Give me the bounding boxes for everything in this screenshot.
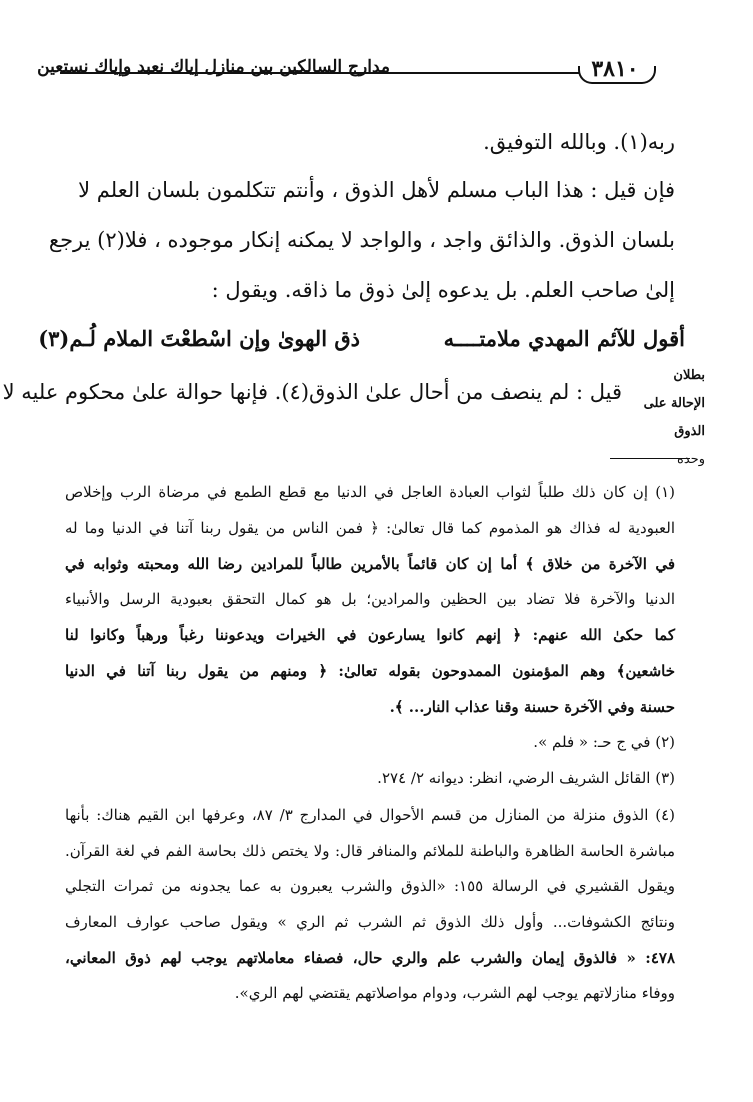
footnote-1-line: كما حكىٰ الله عنهم: ﴿ إنهم كانوا يسارعون في الخيرات ويدعوننا رغباً ورهباً وكانوا لنا: [65, 626, 675, 644]
footnote-3: (٣) القائل الشريف الرضي، انظر: ديوانه ٢/ ٢٧٤.: [377, 769, 675, 787]
footnote-2: (٢) في ج حـ: « فلم ».: [533, 733, 675, 751]
poem-second-hemistich: ذق الهوىٰ وإن اسْطعْتَ الملام لُـم(٣): [38, 326, 360, 351]
body-line: ربه(١). وبالله التوفيق.: [483, 130, 675, 154]
footnote-4-line: ويقول القشيري في الرسالة ١٥٥: «الذوق والشرب يعبرون به عما يجدونه من ثمرات التجلي: [65, 877, 675, 895]
margin-note-line: وحده: [677, 452, 705, 467]
margin-note-line: بطلان: [673, 368, 705, 383]
footnote-1-line: خاشعين﴾ وهم المؤمنون الممدوحون بقوله تعالىٰ: ﴿ ومنهم من يقول ربنا آتنا في الدنيا: [65, 662, 675, 680]
footnote-4-line: ونتائج الكشوفات... وأول ذلك الذوق ثم الشرب ثم الري » ويقول صاحب عوارف المعارف: [65, 913, 675, 931]
footnote-1-line: العبودية له فذاك هو المذموم كما قال تعالىٰ: ﴿ فمن الناس من يقول ربنا آتنا في الدنيا وما له: [65, 519, 675, 537]
body-line: فإن قيل : هذا الباب مسلم لأهل الذوق ، وأنتم تتكلمون بلسان العلم لا: [78, 178, 675, 202]
page-number: ٣٨١٠: [591, 56, 639, 82]
footnote-4-line: مباشرة الحاسة الظاهرة والباطنة للملائم والمنافر قال: ولا يختص ذلك بحاسة الفم في لغة القرآن.: [65, 842, 675, 860]
margin-note-line: الذوق: [674, 424, 705, 439]
footnote-1-line: في الآخرة من خلاق ﴾ أما إن كان قائماً بالأمرين طالباً للمرادين رضا الله ومحبته وثوابه في: [65, 555, 675, 573]
body-line: بلسان الذوق. والذائق واجد ، والواجد لا يمكنه إنكار موجوده ، فلا(٢) يرجع: [48, 228, 675, 252]
body-line: إلىٰ صاحب العلم. بل يدعوه إلىٰ ذوق ما ذاقه. ويقول :: [211, 278, 675, 302]
poem-first-hemistich: أقول للآئم المهدي ملامتــــه: [443, 326, 685, 351]
footnote-4-line: (٤) الذوق منزلة من المنازل من قسم الأحوال في المدارج ٣/ ٨٧، وعرفها ابن القيم هناك: بأنها: [65, 806, 675, 824]
header-rule: [60, 72, 580, 74]
running-header-title: مدارج السالكين بين منازل إياك نعبد وإياك نستعين: [37, 57, 390, 77]
footnote-1-line: الدنيا والآخرة فلا تضاد بين الحظين والمرادين؛ بل هو كمال التحقق بعبودية الرسل والأنبياء: [65, 590, 675, 608]
footnote-1-line: حسنة وفي الآخرة حسنة وقنا عذاب النار... ﴾.: [389, 698, 675, 716]
footnote-separator: [610, 458, 690, 459]
footnote-1-line: (١) إن كان ذلك طلباً لثواب العبادة العاجل في الدنيا مع قطع الطمع في مرضاة الرب وإخلاص: [65, 483, 675, 501]
body-line: قيل : لم ينصف من أحال علىٰ الذوق(٤). فإنها حوالة علىٰ محكوم عليه لا: [2, 380, 622, 404]
footnote-4-line: ٤٧٨: « فالذوق إيمان والشرب علم والري حال، فصفاء معاملاتهم يوجب لهم ذوق المعاني،: [65, 949, 675, 967]
margin-note-line: الإحالة على: [643, 396, 705, 411]
footnote-4-line: ووفاء منازلاتهم يوجب لهم الشرب، ودوام مواصلاتهم يقتضي لهم الري».: [234, 984, 675, 1002]
